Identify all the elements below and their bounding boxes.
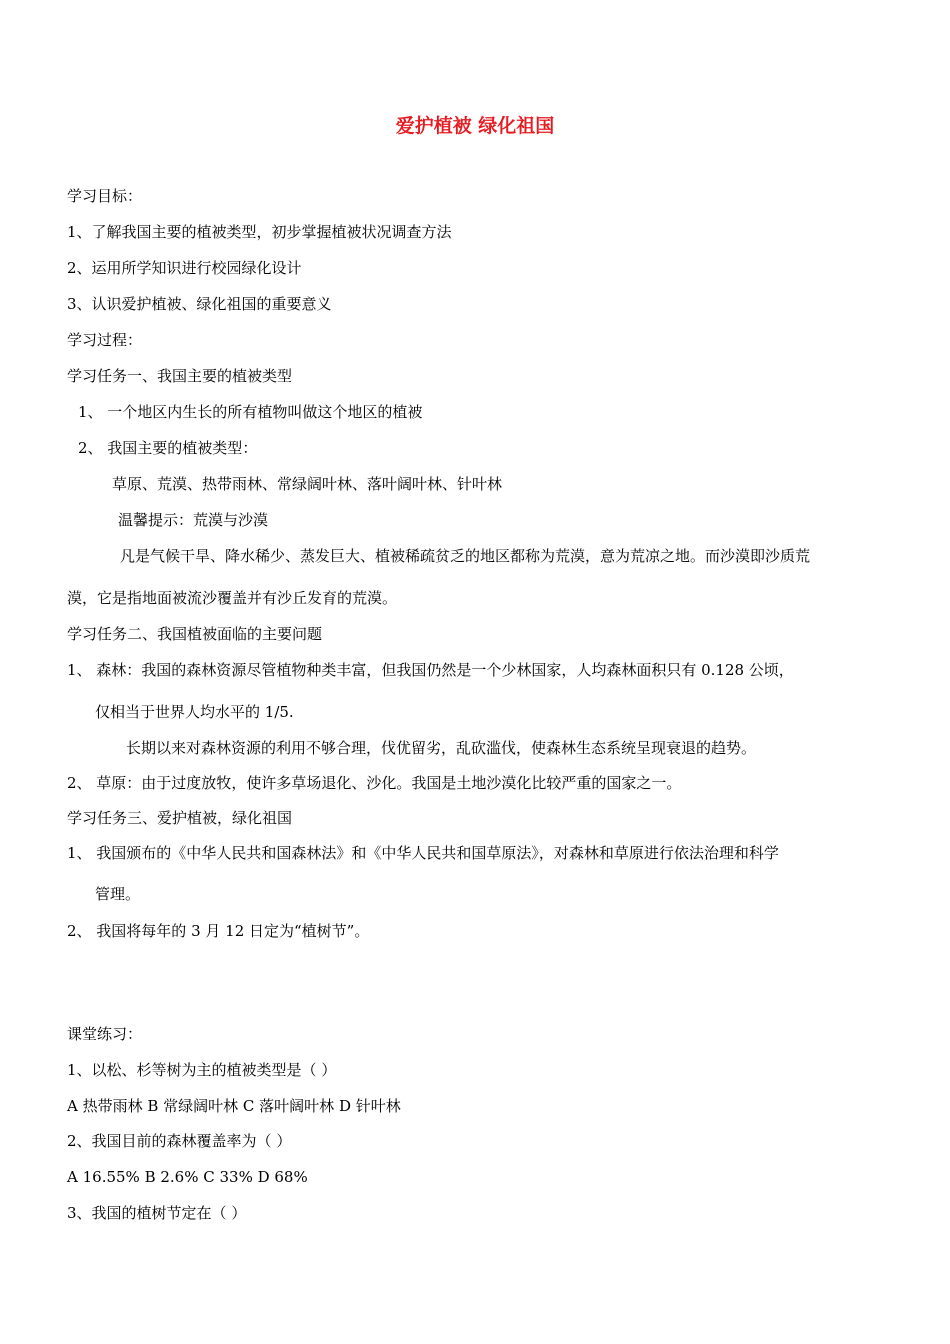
- forest-line-3: 长期以来对森林资源的利用不够合理，伐优留劣，乱砍滥伐，使森林生态系统呈现衰退的趋势。: [126, 739, 757, 757]
- arbor-day-line: 2、 我国将每年的 3 月 12 日定为“植树节”。: [67, 922, 370, 940]
- task1-item-2: 2、 我国主要的植被类型：: [78, 439, 258, 457]
- question-1: 1、以松、杉等树为主的植被类型是（ ）: [67, 1061, 337, 1079]
- goals-heading: 学习目标：: [67, 187, 143, 205]
- vegetation-types: 草原、荒漠、热带雨林、常绿阔叶林、落叶阔叶林、针叶林: [112, 475, 503, 493]
- task1-heading: 学习任务一、我国主要的植被类型: [67, 367, 293, 385]
- question-2: 2、我国目前的森林覆盖率为（ ）: [67, 1132, 292, 1150]
- question-3: 3、我国的植树节定在（ ）: [67, 1204, 247, 1222]
- goal-item-1: 1、了解我国主要的植被类型，初步掌握植被状况调查方法: [67, 223, 452, 241]
- goal-item-3: 3、认识爱护植被、绿化祖国的重要意义: [67, 295, 332, 313]
- page-title: 爱护植被 绿化祖国: [395, 115, 555, 137]
- forest-line-2: 仅相当于世界人均水平的 1/5.: [95, 703, 294, 721]
- tip-heading: 温馨提示：荒漠与沙漠: [118, 511, 269, 529]
- law-line-2: 管理。: [95, 885, 141, 903]
- law-line-1: 1、 我国颁布的《中华人民共和国森林法》和《中华人民共和国草原法》，对森林和草原进行依法治理和科学: [67, 844, 779, 862]
- grassland-line: 2、 草原：由于过度放牧，使许多草场退化、沙化。我国是土地沙漠化比较严重的国家之一。: [67, 774, 682, 792]
- tip-text-line-1: 凡是气候干旱、降水稀少、蒸发巨大、植被稀疏贫乏的地区都称为荒漠，意为荒凉之地。而沙漠即沙质荒: [120, 547, 811, 565]
- process-heading: 学习过程：: [67, 331, 143, 349]
- task2-heading: 学习任务二、我国植被面临的主要问题: [67, 625, 323, 643]
- goal-item-2: 2、运用所学知识进行校园绿化设计: [67, 259, 302, 277]
- task3-heading: 学习任务三、爱护植被，绿化祖国: [67, 809, 293, 827]
- forest-line-1: 1、 森林：我国的森林资源尽管植物种类丰富，但我国仍然是一个少林国家，人均森林面积只有 0.128 公顷，: [67, 661, 794, 679]
- task1-item-1: 1、 一个地区内生长的所有植物叫做这个地区的植被: [78, 403, 423, 421]
- question-2-options: A 16.55% B 2.6% C 33% D 68%: [67, 1168, 308, 1186]
- question-1-options: A 热带雨林 B 常绿阔叶林 C 落叶阔叶林 D 针叶林: [67, 1097, 401, 1115]
- tip-text-line-2: 漠，它是指地面被流沙覆盖并有沙丘发育的荒漠。: [67, 589, 398, 607]
- exercise-heading: 课堂练习：: [67, 1025, 143, 1043]
